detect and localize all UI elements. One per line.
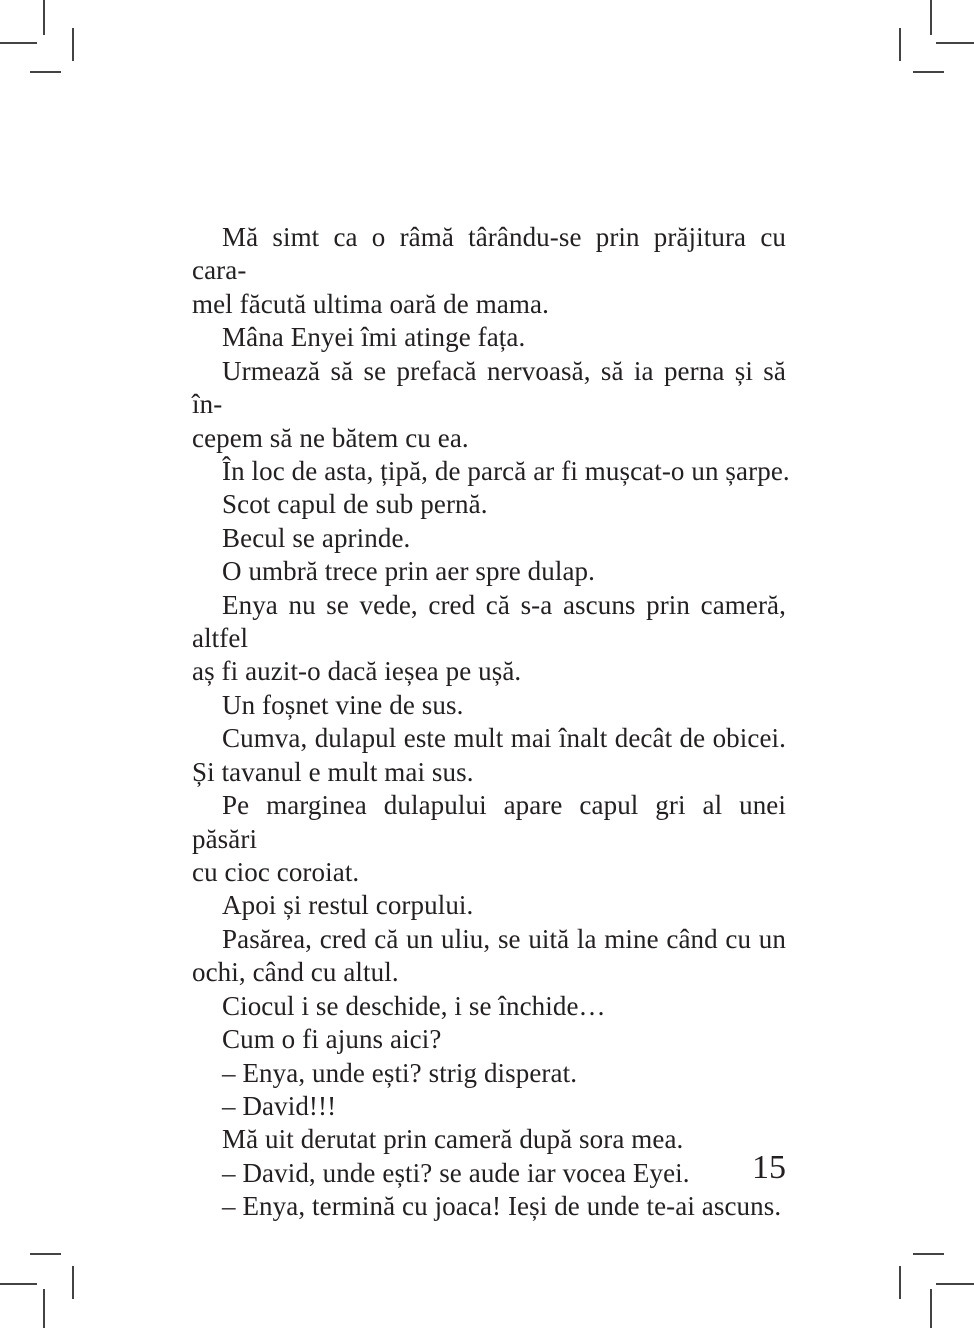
crop-mark-bottom-left-outer-vertical: [43, 1289, 45, 1328]
text-line: În loc de asta, țipă, de parcă ar fi mușcat-o un șarpe.: [222, 455, 790, 486]
crop-mark-top-right-inner-horizontal: [913, 71, 944, 73]
text-line: Apoi și restul corpului.: [222, 890, 474, 921]
text-line: Cumva, dulapul este mult mai înalt decât de obicei.: [222, 723, 786, 754]
text-line: Mă uit derutat prin cameră după sora mea.: [222, 1124, 684, 1155]
text-line: ochi, când cu altul.: [192, 957, 399, 988]
text-line: Cum o fi ajuns aici?: [222, 1024, 442, 1055]
text-line: Pe marginea dulapului apare capul gri al unei păsări: [192, 790, 786, 854]
crop-mark-bottom-right-outer-horizontal: [936, 1283, 974, 1285]
text-line: – Enya, termină cu joaca! Ieși de unde te-ai ascuns.: [222, 1191, 782, 1222]
text-line: aș fi auzit-o dacă ieșea pe ușă.: [192, 656, 522, 687]
crop-mark-bottom-left-inner-vertical: [72, 1266, 74, 1299]
text-line: Becul se aprinde.: [222, 522, 411, 553]
crop-mark-bottom-right-inner-vertical: [899, 1266, 901, 1299]
crop-mark-bottom-right-inner-horizontal: [913, 1253, 944, 1255]
crop-mark-top-right-inner-vertical: [899, 28, 901, 61]
crop-mark-top-left-inner-vertical: [72, 28, 74, 61]
text-line: Mâna Enyei îmi atinge fața.: [222, 322, 526, 353]
page-number: 15: [752, 1149, 786, 1186]
text-line: – David!!!: [222, 1090, 337, 1121]
text-line: Ciocul i se deschide, i se închide…: [222, 990, 606, 1021]
text-line: Scot capul de sub pernă.: [222, 489, 488, 520]
page-text-block: [192, 221, 790, 1224]
text-line: – Enya, unde ești? strig disperat.: [222, 1057, 578, 1088]
text-line: Un foșnet vine de sus.: [222, 689, 464, 720]
crop-mark-top-left-outer-horizontal: [0, 42, 37, 44]
text-line: – David, unde ești? se aude iar vocea Eyei.: [222, 1157, 690, 1188]
text-line: Enya nu se vede, cred că s-a ascuns prin cameră, altfel: [192, 589, 786, 654]
crop-mark-bottom-left-inner-horizontal: [30, 1253, 61, 1255]
crop-mark-top-right-outer-vertical: [930, 0, 932, 35]
crop-mark-top-right-outer-horizontal: [936, 42, 974, 44]
text-line: Și tavanul e mult mai sus.: [192, 756, 474, 787]
text-line: cu cioc coroiat.: [192, 857, 360, 888]
text-line: mel făcută ultima oară de mama.: [192, 288, 549, 319]
text-line: cepem să ne bătem cu ea.: [192, 422, 469, 453]
crop-mark-top-left-outer-vertical: [43, 0, 45, 35]
crop-mark-bottom-left-outer-horizontal: [0, 1283, 37, 1285]
text-line: Urmează să se prefacă nervoasă, să ia perna și să în-: [192, 355, 786, 420]
crop-mark-bottom-right-outer-vertical: [930, 1289, 932, 1328]
crop-mark-top-left-inner-horizontal: [30, 71, 61, 73]
text-line: Mă simt ca o râmă târându-se prin prăjitura cu cara-: [192, 222, 786, 286]
text-line: O umbră trece prin aer spre dulap.: [222, 556, 595, 587]
text-line: Pasărea, cred că un uliu, se uită la mine când cu un: [222, 923, 786, 954]
